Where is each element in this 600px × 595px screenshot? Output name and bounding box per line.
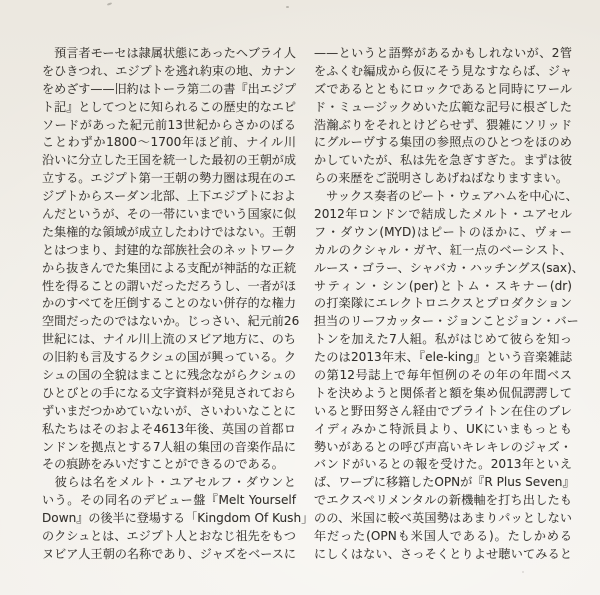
text-line: その痕跡をみいだすことができるのである。	[42, 457, 284, 472]
text-line: いう。その同名のデビュー盤『Melt Yourself	[42, 493, 296, 508]
text-line: イディみかこ特派員より、UKにいまもっとも	[314, 421, 572, 436]
text-line: ことわずか1800〜1700年ほど前、ナイル川	[42, 135, 296, 150]
text-line: でエクスペリメンタルの新機軸を打ち出したも	[314, 493, 572, 508]
text-line: 立する。エジプト第一王朝の勢力圏は現在のエ	[42, 171, 296, 186]
text-line: をめざす——旧約はトーラ第二の書『出エジプ	[42, 81, 296, 96]
text-line: のクシュとは、エジプト人とおなじ祖先をもつ	[42, 529, 296, 544]
text-line: とはつまり、封建的な部族社会のネットワーク	[42, 242, 296, 257]
text-line: 沿いに分立した王国を統一した最初の王朝が成	[42, 153, 296, 168]
text-column-left	[42, 45, 314, 564]
text-line: たのは2013年末、『ele-king』という音楽雑誌	[314, 350, 572, 365]
text-line: 年だった(OPNも米国人である)。たしかめる	[314, 529, 572, 544]
text-line: ソードがあった紀元前13世紀からさかのぼる	[42, 117, 296, 132]
text-line: ンドンを拠点とする7人組の集団の音楽作品に	[42, 439, 296, 454]
text-line: カルのクシャル・ガヤ、紅一点のベーシスト、	[314, 242, 572, 257]
text-line: 性を得ることの謂いだっただろうし、一者がほ	[42, 278, 296, 293]
text-line: ずいまだつかめていないが、さいわいなことに	[42, 403, 296, 418]
text-line: 私たちはそのおよそ4613年後、英国の首都ロ	[42, 421, 296, 436]
text-line: ルース・ゴラー、シャバカ・ハッチングス(sax)、	[314, 260, 584, 275]
text-line: た集権的な領域が成立したわけではない。王朝	[42, 224, 296, 239]
text-line: にしくはない、さっそくとりよせ聴いてみると	[314, 546, 572, 561]
paper-speck	[286, 6, 289, 8]
text-line: いると野田努さん経由でブライトン在住のブレ	[314, 403, 572, 418]
text-column-right	[314, 45, 584, 564]
text-line: 担当のリーフカッター・ジョンことジョン・バー	[314, 314, 579, 329]
text-line: から抜きんでた集団による支配が神話的な正統	[42, 260, 296, 275]
text-line: 空間だったのではないか。じっさい、紀元前26	[42, 314, 300, 329]
text-line: らの来歴をご説明さしあげねばなりますまい。	[314, 171, 568, 186]
text-line: ジプトからスーダン北部、上下エジプトにおよ	[42, 189, 296, 204]
text-line: のの、米国に較べ英国勢はあまりパッとしない	[314, 511, 572, 526]
text-line: サックス奏者のピート・ウェアハムを中心に、	[314, 189, 578, 204]
text-line: にグルーヴする集団の参照点のひとつをほのめ	[314, 135, 572, 150]
text-line: サティン・シン(per)とトム・スキナー(dr)	[314, 278, 572, 293]
text-line: ば、ワープに移籍したOPNが『R Plus Seven』	[314, 475, 575, 490]
text-line: 世紀には、ナイル川上流のヌビア地方に、のち	[42, 332, 296, 347]
text-line: 浩瀚ぶりをそれとけどらせず、猥雑にソリッド	[314, 117, 572, 132]
text-line: バンドがいるとの報を受けた。2013年といえ	[314, 457, 572, 472]
text-line: の打楽隊にエレクトロニクスとプロダクション	[314, 296, 572, 311]
text-line: ヌビア人王朝の名称であり、ジャズをベースに	[42, 546, 296, 561]
text-line: 預言者モーセは隷属状態にあったヘブライ人	[42, 46, 296, 60]
text-line: をふくむ編成から仮にそう見なすならば、ジャ	[314, 63, 572, 78]
text-line: ひとびとの手になる文字資料が発見されておら	[42, 385, 296, 400]
text-line: ド・ミュージックめいた広範な記号に根ざした	[314, 99, 572, 114]
text-line: 彼らは名をメルト・ユアセルフ・ダウンと	[42, 475, 296, 490]
text-line: フ・ダウン(MYD)はピートのほかに、ヴォー	[314, 224, 572, 239]
text-line: ズであるとともにロックであると同時にワール	[314, 81, 572, 96]
paper-speck	[522, 571, 524, 573]
text-line: ——というと語弊があるかもしれないが、2管	[314, 46, 572, 60]
text-line: 2012年ロンドンで結成したメルト・ユアセル	[314, 207, 572, 222]
text-line: トを決めようと関係者と額を集め侃侃諤諤して	[314, 385, 572, 400]
text-line: 勢いがあるとの呼び声高いキレキレのジャズ・	[314, 439, 572, 454]
text-line: かのすべてを圧倒することのない併存的な権力	[42, 296, 296, 311]
text-line: んだというが、その一帯にいまでいう国家に似	[42, 207, 296, 222]
paper-speck	[107, 2, 112, 6]
text-line: をひきつれ、エジプトを逃れ約束の地、カナン	[42, 63, 297, 78]
text-line: Down』の後半に登場する「Kingdom Of Kush」	[42, 511, 314, 526]
text-line: シュの国の全貌はまことに残念ながらクシュの	[42, 368, 296, 383]
text-line: の第12号誌上で毎年恒例のその年の年間ベス	[314, 368, 572, 383]
text-line: かしていたが、私は先を急ぎすぎた。まずは彼	[314, 153, 572, 168]
text-line: ト記』としてつとに知られるこの歴史的なエピ	[42, 99, 296, 114]
text-line: トンを加えた7人組。私がはじめて彼らを知っ	[314, 332, 572, 347]
text-line: の旧約も言及するクシュの国が興っている。ク	[42, 350, 296, 365]
